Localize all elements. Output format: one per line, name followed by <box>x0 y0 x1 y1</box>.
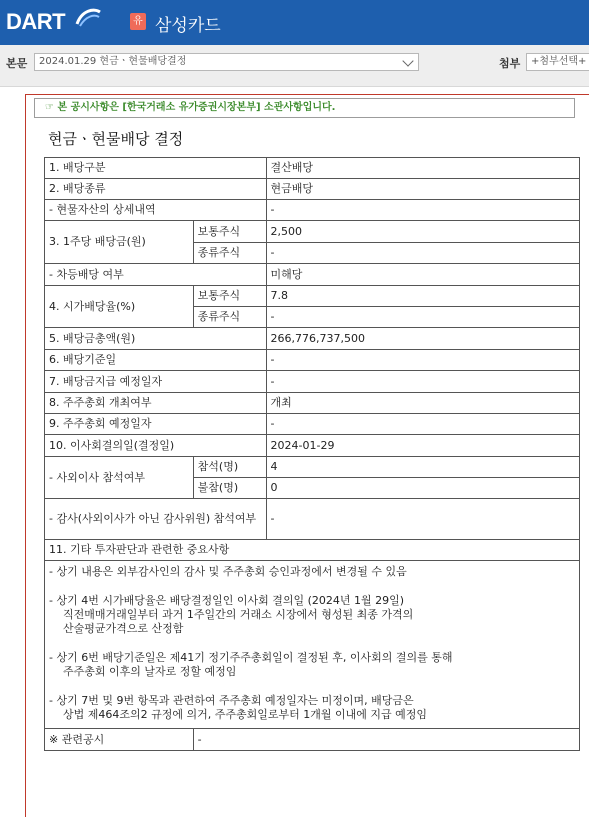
table-row <box>45 264 580 286</box>
attach-label: 첨부 <box>499 57 521 70</box>
row-label: 8. 주주총회 개최여부 <box>45 393 267 414</box>
note-line: - 상기 6번 배당기준일은 제41기 정기주주총회일이 결정된 후, 이사회의 결의를 통해 <box>49 651 453 664</box>
table-row <box>45 540 580 561</box>
row-label: 10. 이사회결의일(결정일) <box>45 435 267 457</box>
market-badge: 유 <box>130 13 146 30</box>
note-line: - 상기 4번 시가배당율은 배당결정일인 이사회 결의일 (2024년 1월 29일) <box>49 594 405 607</box>
row-label: 9. 주주총회 예정일자 <box>45 414 267 435</box>
table-row <box>45 414 580 435</box>
page-title: 현금ㆍ현물배당 결정 <box>48 130 184 148</box>
notes-cell <box>45 561 580 729</box>
row-value: - <box>266 414 579 435</box>
row-label: - 현물자산의 상세내역 <box>45 200 267 221</box>
row-sublabel: 종류주식 <box>193 243 266 264</box>
row-label: 5. 배당금총액(원) <box>45 328 267 350</box>
row-label: 11. 기타 투자판단과 관련한 중요사항 <box>45 540 580 561</box>
top-header <box>0 0 589 45</box>
row-value: 2024-01-29 <box>266 435 579 457</box>
row-label: - 차등배당 여부 <box>45 264 267 286</box>
table-row <box>45 499 580 540</box>
table-row <box>45 393 580 414</box>
row-value: 0 <box>266 478 579 499</box>
row-value: - <box>266 200 579 221</box>
document-navbar <box>0 45 589 87</box>
note-line: 직전매매거래일부터 과거 1주일간의 거래소 시장에서 형성된 최종 가격의 <box>63 608 414 621</box>
row-label: 3. 1주당 배당금(원) <box>45 221 194 264</box>
note-line: - 상기 내용은 외부감사인의 감사 및 주주총회 승인과정에서 변경될 수 있음 <box>49 565 407 578</box>
row-sublabel: 참석(명) <box>193 457 266 478</box>
row-value: - <box>266 499 579 540</box>
row-label: 4. 시가배당율(%) <box>45 286 194 328</box>
body-label: 본문 <box>6 57 28 70</box>
note-line: - 상기 7번 및 9번 항목과 관련하여 주주총회 예정일자는 미정이며, 배당금은 <box>49 694 414 707</box>
table-row <box>45 457 580 478</box>
row-value: 개최 <box>266 393 579 414</box>
row-label: 7. 배당금지급 예정일자 <box>45 371 267 393</box>
row-value: 7.8 <box>266 286 579 307</box>
row-value: - <box>266 371 579 393</box>
table-row <box>45 286 580 307</box>
row-label: - 감사(사외이사가 아닌 감사위원) 참석여부 <box>45 499 267 540</box>
row-label: 2. 배당종류 <box>45 179 267 200</box>
table-row <box>45 158 580 179</box>
body-select-value: 2024.01.29 현금ㆍ현물배당결정 <box>39 56 187 67</box>
note-line: 산술평균가격으로 산정함 <box>63 622 184 635</box>
row-value: - <box>193 729 579 751</box>
table-row <box>45 200 580 221</box>
chevron-down-icon <box>402 55 413 66</box>
note-spacer <box>49 636 575 651</box>
row-value: - <box>266 243 579 264</box>
row-value: 현금배당 <box>266 179 579 200</box>
table-row <box>45 561 580 729</box>
row-value: 결산배당 <box>266 158 579 179</box>
row-value: - <box>266 350 579 371</box>
row-value: - <box>266 307 579 328</box>
table-row <box>45 221 580 243</box>
row-sublabel: 종류주식 <box>193 307 266 328</box>
body-select[interactable] <box>34 53 419 71</box>
row-label: ※ 관련공시 <box>45 729 194 751</box>
row-value: 2,500 <box>266 221 579 243</box>
company-name[interactable]: 삼성카드 <box>155 16 221 36</box>
jurisdiction-notice: ☞ 본 공시사항은 [한국거래소 유가증권시장본부] 소관사항입니다. <box>34 98 575 118</box>
row-value: 4 <box>266 457 579 478</box>
row-value: 미해당 <box>266 264 579 286</box>
row-label: - 사외이사 참석여부 <box>45 457 194 499</box>
row-label: 1. 배당구분 <box>45 158 267 179</box>
note-line: 주주총회 이후의 날자로 정할 예정임 <box>63 665 237 678</box>
document-content <box>25 94 589 817</box>
table-row <box>45 350 580 371</box>
dart-logo[interactable]: DART <box>6 9 66 34</box>
logo-swoosh-icon <box>74 6 102 28</box>
table-row <box>45 729 580 751</box>
row-sublabel: 불참(명) <box>193 478 266 499</box>
row-label: 6. 배당기준일 <box>45 350 267 371</box>
note-line: 상법 제464조의2 규정에 의거, 주주총회일로부터 1개월 이내에 지급 예정임 <box>63 708 427 721</box>
dividend-table <box>44 157 580 751</box>
attach-select[interactable] <box>526 53 589 71</box>
attach-select-value: +첨부선택+ <box>531 56 587 67</box>
table-row <box>45 328 580 350</box>
row-sublabel: 보통주식 <box>193 221 266 243</box>
table-row <box>45 179 580 200</box>
row-sublabel: 보통주식 <box>193 286 266 307</box>
table-row <box>45 435 580 457</box>
row-value: 266,776,737,500 <box>266 328 579 350</box>
note-spacer <box>49 679 575 694</box>
note-spacer <box>49 579 575 594</box>
table-row <box>45 371 580 393</box>
